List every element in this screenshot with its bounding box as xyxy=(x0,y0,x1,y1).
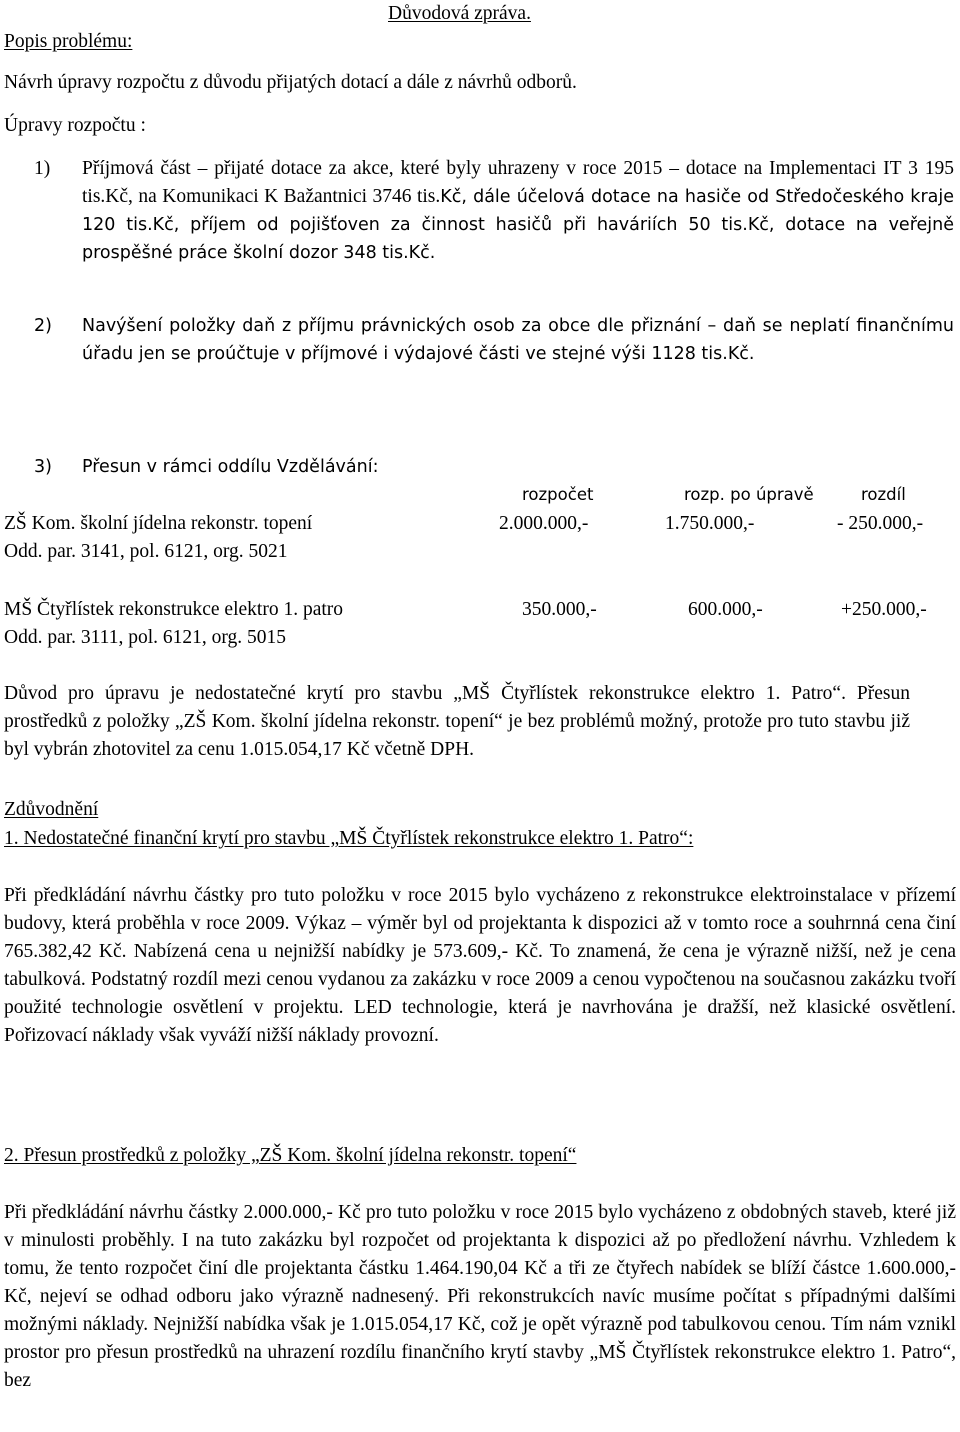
section-2-heading: 2. Přesun prostředků z položky „ZŠ Kom. školní jídelna rekonstr. topení“ xyxy=(4,1145,577,1166)
list-item-number: 1) xyxy=(34,158,51,179)
list-item-3 xyxy=(34,453,954,481)
table-cell-budget: 2.000.000,- xyxy=(499,513,589,534)
document-title: Důvodová zpráva. xyxy=(388,3,531,24)
budget-adjustments-label: Úpravy rozpočtu : xyxy=(4,115,146,136)
table-row-detail: Odd. par. 3111, pol. 6121, org. 5015 xyxy=(4,627,287,648)
table-cell-adjusted: 600.000,- xyxy=(688,599,763,620)
list-item-text: Navýšení položky daň z příjmu právnických osob za obce dle přiznání – daň se neplatí finančnímu úřadu jen se proúčtuje v příjmové i výdajové části ve stejné výši 1128 tis.Kč. xyxy=(82,316,954,364)
table-cell-difference: +250.000,- xyxy=(841,599,927,620)
list-item-text: Příjmová část – přijaté dotace za akce, které byly uhrazeny v roce 2015 – dotace na Implementaci IT 3 195 tis.Kč, na Komunikaci K Bažantnici 3746 tis.Kč, dále účelová dotace na hasiče od Středočeského kraje 120 tis.Kč, příjem od pojišťoven za činnost hasičů při haváriích 50 tis.Kč, dotace na veřejně prospěšné práce školní dozor 348 tis.Kč. xyxy=(82,158,954,263)
justification-heading: Zdůvodnění xyxy=(4,799,99,820)
intro-line: Návrh úpravy rozpočtu z důvodu přijatých dotací a dále z návrhů odborů. xyxy=(4,72,577,93)
reason-paragraph: Důvod pro úpravu je nedostatečné krytí pro stavbu „MŠ Čtyřlístek rekonstrukce elektro 1. Patro“. Přesun prostředků z položky „ZŠ Kom. školní jídelna rekonstr. topení“ je bez problémů možný, protože pro tuto stavbu již byl vybrán zhotovitel za cenu 1.015.054,17 Kč včetně DPH. xyxy=(4,683,910,760)
column-header-difference: rozdíl xyxy=(861,485,906,504)
list-item-number: 3) xyxy=(34,457,52,477)
section-2-text: Při předkládání návrhu částky 2.000.000,- Kč pro tuto položku v roce 2015 bylo vycházeno z obdobných staveb, které již v minulosti proběhly. I na tuto zakázku byl rozpočet od projektanta k dispozici až po předložení návrhu. Vzhledem k tomu, že tento rozpočet činí dle projektanta částku 1.464.190,04 Kč a tři ze čtyřech nabídek se blíží částce 1.600.000,- Kč, nejeví se odhad odboru jako výrazně nadnesený. Při rekonstrukcích navíc musíme počítat s případnými dalšími možnými náklady. Nejnižší nabídka však je 1.015.054,17 Kč, což je opět výrazně pod tabulkovou cenou. Tím nám vznikl prostor pro přesun prostředků na uhrazení rozdílu finančního krytí stavby „MŠ Čtyřlístek rekonstrukce elektro 1. Patro“, bez xyxy=(4,1202,956,1391)
table-cell-difference: - 250.000,- xyxy=(837,513,924,534)
problem-label: Popis problému: xyxy=(4,31,133,52)
table-row-detail: Odd. par. 3141, pol. 6121, org. 5021 xyxy=(4,541,288,562)
list-item-number: 2) xyxy=(34,316,52,336)
list-item-1 xyxy=(34,155,954,267)
table-cell-budget: 350.000,- xyxy=(522,599,597,620)
table-cell-adjusted: 1.750.000,- xyxy=(665,513,755,534)
column-header-adjusted: rozp. po úpravě xyxy=(684,485,814,504)
section-1-heading: 1. Nedostatečné finanční krytí pro stavbu „MŠ Čtyřlístek rekonstrukce elektro 1. Patro“: xyxy=(4,828,694,849)
table-row-name: MŠ Čtyřlístek rekonstrukce elektro 1. patro xyxy=(4,599,344,620)
section-1-text: Při předkládání návrhu částky pro tuto položku v roce 2015 bylo vycházeno z rekonstrukce elektroinstalace v přízemí budovy, která proběhla v roce 2009. Výkaz – výměr byl od projektanta k dispozici až v tomto roce a souhrnná cena činí 765.382,42 Kč. Nabízená cena u nejnižší nabídky je 573.609,- Kč. To znamená, že cena je výrazně nižší, než je cena tabulková. Podstatný rozdíl mezi cenou vydanou za zakázku v roce 2009 a cenou vypočtenou na současnou zakázku tvoří použité technologie osvětlení v projektu. LED technologie, která je navrhována je dražší, než klasické osvětlení. Pořizovací náklady však vyváží nižší náklady provozní. xyxy=(4,885,956,1046)
list-item-2 xyxy=(34,312,954,368)
table-row-name: ZŠ Kom. školní jídelna rekonstr. topení xyxy=(4,513,313,534)
list-item-text: Přesun v rámci oddílu Vzdělávání: xyxy=(82,457,379,477)
column-header-budget: rozpočet xyxy=(522,485,594,504)
